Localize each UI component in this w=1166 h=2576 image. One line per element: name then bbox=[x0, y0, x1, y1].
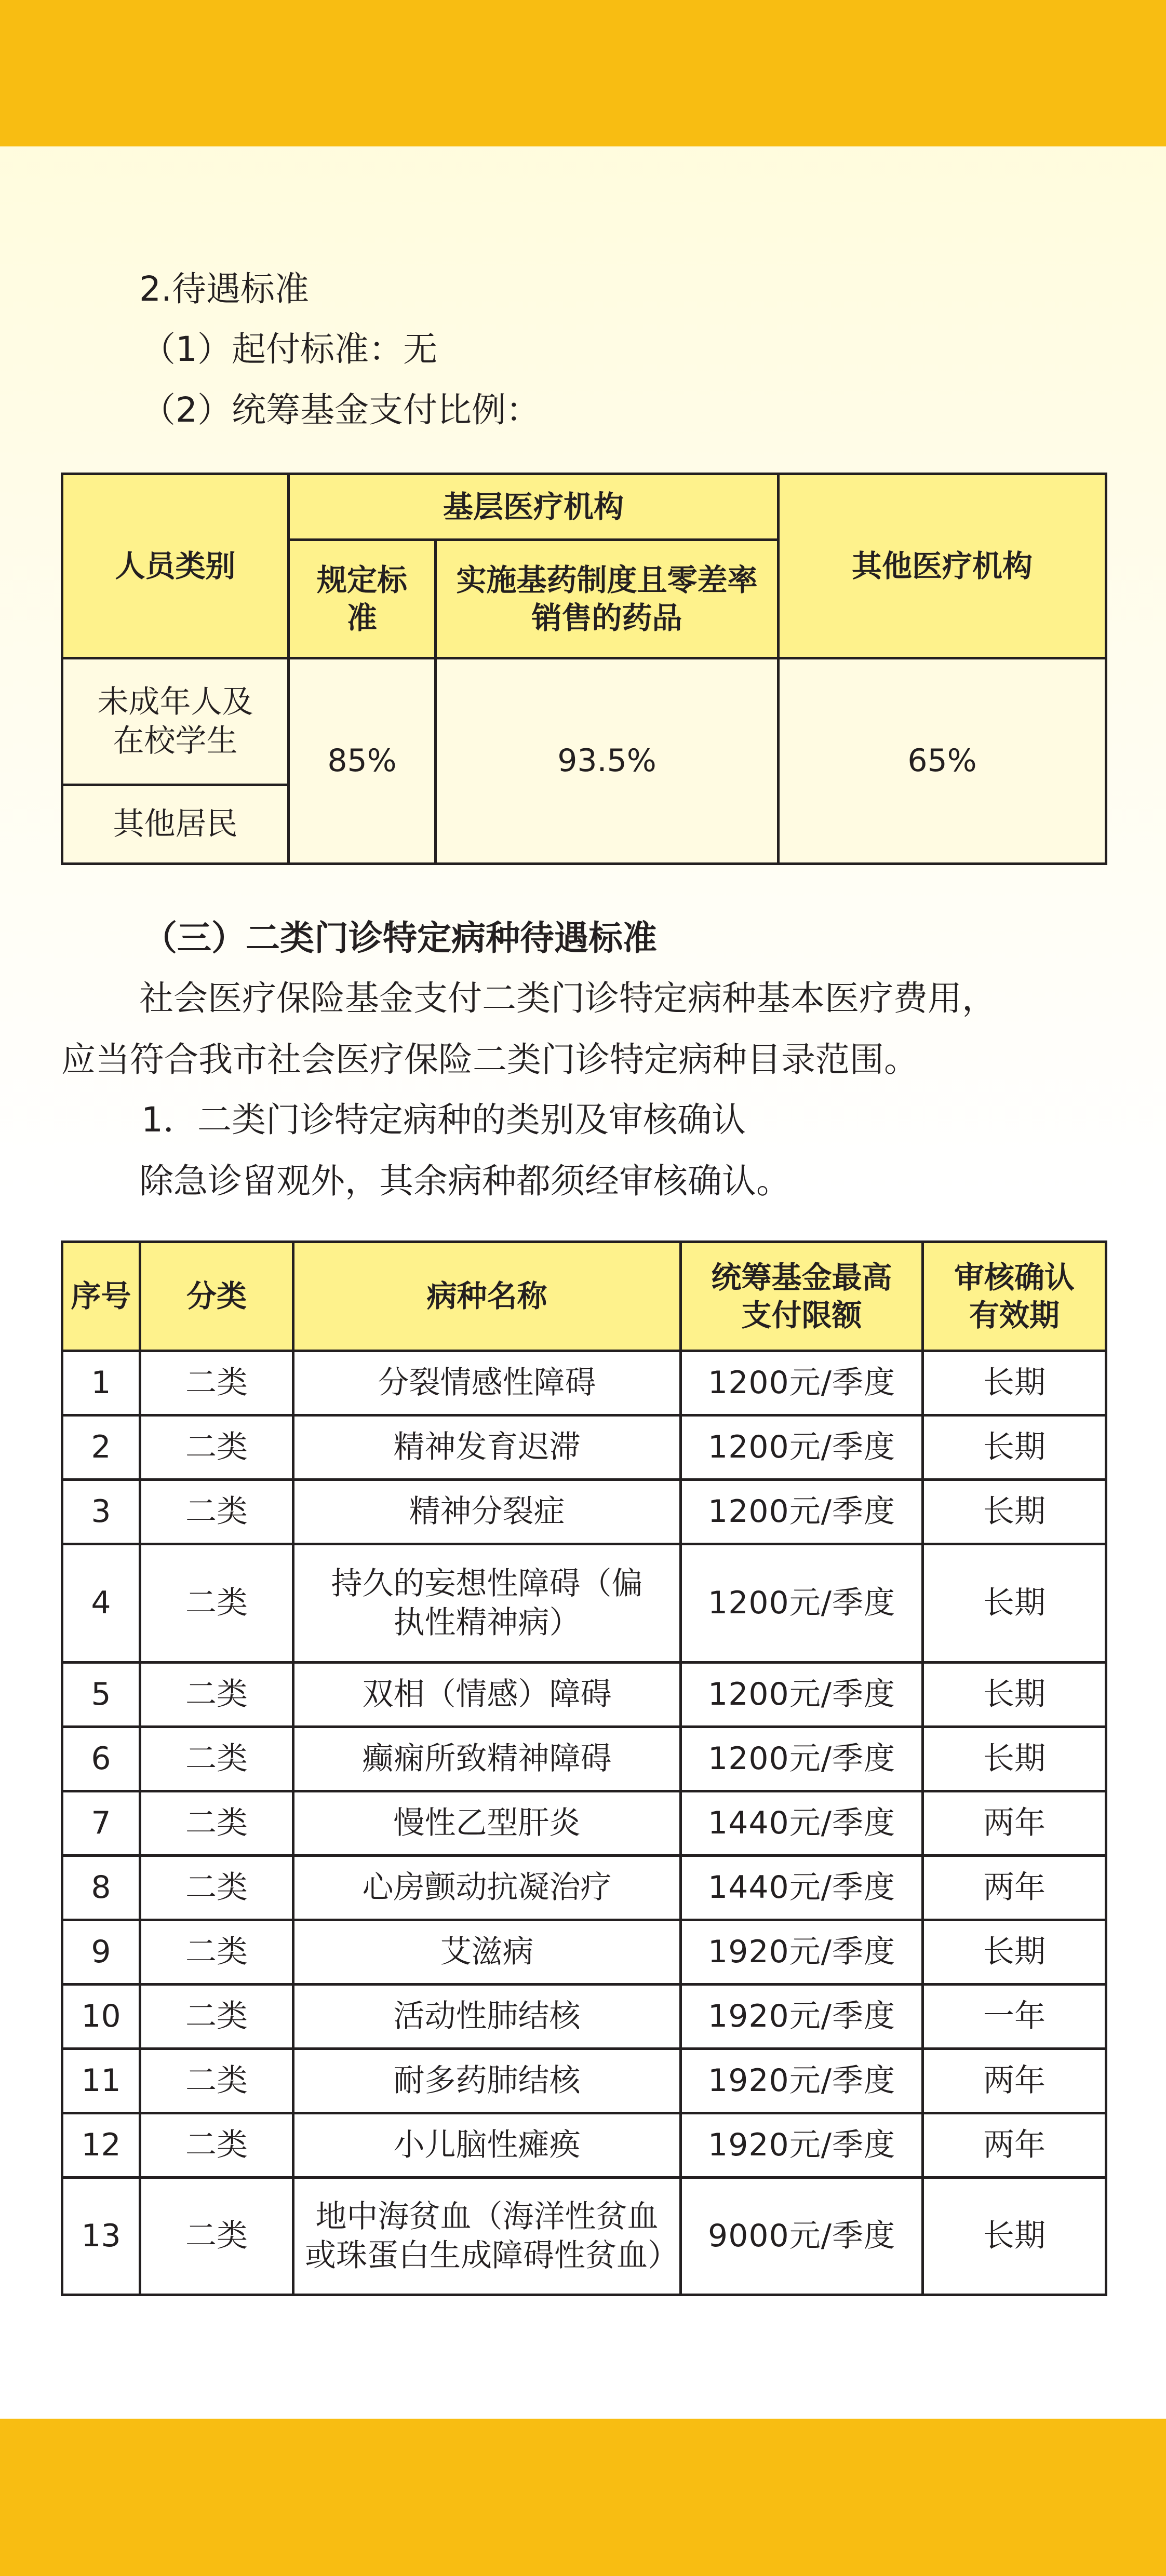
header-person-type: 人员类别 bbox=[62, 474, 289, 658]
cell-category: 二类 bbox=[140, 1920, 293, 1985]
cell-limit: 9000元/季度 bbox=[681, 2178, 923, 2295]
cell-disease: 双相（情感）障碍 bbox=[293, 1663, 681, 1727]
table-row bbox=[62, 1791, 1106, 1856]
cell-category: 二类 bbox=[140, 1727, 293, 1791]
cell-limit: 1200元/季度 bbox=[681, 1480, 923, 1544]
cell-no: 5 bbox=[62, 1663, 140, 1727]
cell-validity: 长期 bbox=[923, 1351, 1106, 1415]
cell-category: 二类 bbox=[140, 1415, 293, 1480]
cell-disease: 地中海贫血（海洋性贫血或珠蛋白生成障碍性贫血） bbox=[293, 2178, 681, 2295]
cell-disease: 精神发育迟滞 bbox=[293, 1415, 681, 1480]
cell-category: 二类 bbox=[140, 2178, 293, 2295]
cell-validity: 两年 bbox=[923, 2049, 1106, 2113]
table-row bbox=[62, 2113, 1106, 2178]
section-2-heading: 2.待遇标准 bbox=[139, 269, 309, 309]
table-row bbox=[62, 1856, 1106, 1920]
cell-category: 二类 bbox=[140, 1791, 293, 1856]
header-other-institutions: 其他医疗机构 bbox=[779, 474, 1106, 658]
top-color-band bbox=[0, 0, 1166, 146]
cell-category: 二类 bbox=[140, 2113, 293, 2178]
cell-limit: 1440元/季度 bbox=[681, 1791, 923, 1856]
paragraph-line-2: 应当符合我市社会医疗保险二类门诊特定病种目录范围。 bbox=[61, 1040, 918, 1080]
value-other-institutions: 65% bbox=[779, 658, 1106, 864]
header-standard: 规定标准 bbox=[289, 540, 436, 658]
table-row bbox=[62, 1920, 1106, 1985]
section-3-heading: （三）二类门诊特定病种待遇标准 bbox=[143, 918, 657, 958]
cell-validity: 长期 bbox=[923, 2178, 1106, 2295]
header-category: 分类 bbox=[140, 1242, 293, 1351]
cell-disease: 精神分裂症 bbox=[293, 1480, 681, 1544]
header-basic-institutions: 基层医疗机构 bbox=[289, 474, 779, 540]
bottom-color-band bbox=[0, 2419, 1166, 2576]
paragraph-line-1: 社会医疗保险基金支付二类门诊特定病种基本医疗费用， bbox=[139, 978, 996, 1018]
cell-validity: 一年 bbox=[923, 1985, 1106, 2049]
cell-no: 10 bbox=[62, 1985, 140, 2049]
cell-validity: 两年 bbox=[923, 2113, 1106, 2178]
table-row bbox=[62, 1985, 1106, 2049]
cell-limit: 1920元/季度 bbox=[681, 1985, 923, 2049]
row-other-residents: 其他居民 bbox=[62, 785, 289, 864]
cell-validity: 长期 bbox=[923, 1727, 1106, 1791]
cell-limit: 1920元/季度 bbox=[681, 1920, 923, 1985]
header-essential-drugs: 实施基药制度且零差率销售的药品 bbox=[436, 540, 779, 658]
cell-validity: 长期 bbox=[923, 1415, 1106, 1480]
cell-limit: 1200元/季度 bbox=[681, 1727, 923, 1791]
cell-category: 二类 bbox=[140, 1856, 293, 1920]
cell-disease: 活动性肺结核 bbox=[293, 1985, 681, 2049]
cell-category: 二类 bbox=[140, 1351, 293, 1415]
cell-no: 12 bbox=[62, 2113, 140, 2178]
header-disease: 病种名称 bbox=[293, 1242, 681, 1351]
cell-category: 二类 bbox=[140, 1480, 293, 1544]
table-row bbox=[62, 1544, 1106, 1663]
cell-validity: 长期 bbox=[923, 1480, 1106, 1544]
cell-disease: 慢性乙型肝炎 bbox=[293, 1791, 681, 1856]
cell-limit: 1200元/季度 bbox=[681, 1544, 923, 1663]
cell-category: 二类 bbox=[140, 2049, 293, 2113]
cell-limit: 1200元/季度 bbox=[681, 1415, 923, 1480]
cell-disease: 艾滋病 bbox=[293, 1920, 681, 1985]
cell-disease: 癫痫所致精神障碍 bbox=[293, 1727, 681, 1791]
disease-table bbox=[61, 1240, 1107, 2296]
cell-no: 2 bbox=[62, 1415, 140, 1480]
cell-disease: 耐多药肺结核 bbox=[293, 2049, 681, 2113]
cell-category: 二类 bbox=[140, 1985, 293, 2049]
table-row bbox=[62, 1663, 1106, 1727]
table-row bbox=[62, 1480, 1106, 1544]
cell-disease: 心房颤动抗凝治疗 bbox=[293, 1856, 681, 1920]
cell-limit: 1200元/季度 bbox=[681, 1663, 923, 1727]
table-row bbox=[62, 1351, 1106, 1415]
row-minors-students: 未成年人及在校学生 bbox=[62, 658, 289, 785]
sub-text: 除急诊留观外，其余病种都须经审核确认。 bbox=[139, 1161, 790, 1201]
cell-limit: 1200元/季度 bbox=[681, 1351, 923, 1415]
table-row bbox=[62, 1415, 1106, 1480]
table-row bbox=[62, 1727, 1106, 1791]
cell-validity: 长期 bbox=[923, 1920, 1106, 1985]
header-validity: 审核确认有效期 bbox=[923, 1242, 1106, 1351]
cell-disease: 持久的妄想性障碍（偏执性精神病） bbox=[293, 1544, 681, 1663]
cell-limit: 1920元/季度 bbox=[681, 2113, 923, 2178]
start-standard-line: （1）起付标准：无 bbox=[141, 329, 437, 369]
cell-no: 8 bbox=[62, 1856, 140, 1920]
header-limit: 统筹基金最高支付限额 bbox=[681, 1242, 923, 1351]
cell-no: 11 bbox=[62, 2049, 140, 2113]
pay-ratio-line: （2）统筹基金支付比例： bbox=[141, 390, 540, 430]
value-essential-drugs: 93.5% bbox=[436, 658, 779, 864]
cell-disease: 分裂情感性障碍 bbox=[293, 1351, 681, 1415]
cell-category: 二类 bbox=[140, 1544, 293, 1663]
cell-validity: 两年 bbox=[923, 1856, 1106, 1920]
cell-validity: 两年 bbox=[923, 1791, 1106, 1856]
cell-validity: 长期 bbox=[923, 1544, 1106, 1663]
table-row bbox=[62, 2178, 1106, 2295]
cell-no: 6 bbox=[62, 1727, 140, 1791]
cell-no: 3 bbox=[62, 1480, 140, 1544]
value-standard: 85% bbox=[289, 658, 436, 864]
cell-category: 二类 bbox=[140, 1663, 293, 1727]
cell-no: 1 bbox=[62, 1351, 140, 1415]
cell-limit: 1440元/季度 bbox=[681, 1856, 923, 1920]
cell-no: 7 bbox=[62, 1791, 140, 1856]
sub-heading: 1．二类门诊特定病种的类别及审核确认 bbox=[141, 1100, 746, 1140]
cell-no: 13 bbox=[62, 2178, 140, 2295]
cell-no: 4 bbox=[62, 1544, 140, 1663]
cell-no: 9 bbox=[62, 1920, 140, 1985]
table-row bbox=[62, 2049, 1106, 2113]
cell-disease: 小儿脑性瘫痪 bbox=[293, 2113, 681, 2178]
cell-limit: 1920元/季度 bbox=[681, 2049, 923, 2113]
cell-validity: 长期 bbox=[923, 1663, 1106, 1727]
header-no: 序号 bbox=[62, 1242, 140, 1351]
pay-ratio-table bbox=[61, 473, 1107, 865]
